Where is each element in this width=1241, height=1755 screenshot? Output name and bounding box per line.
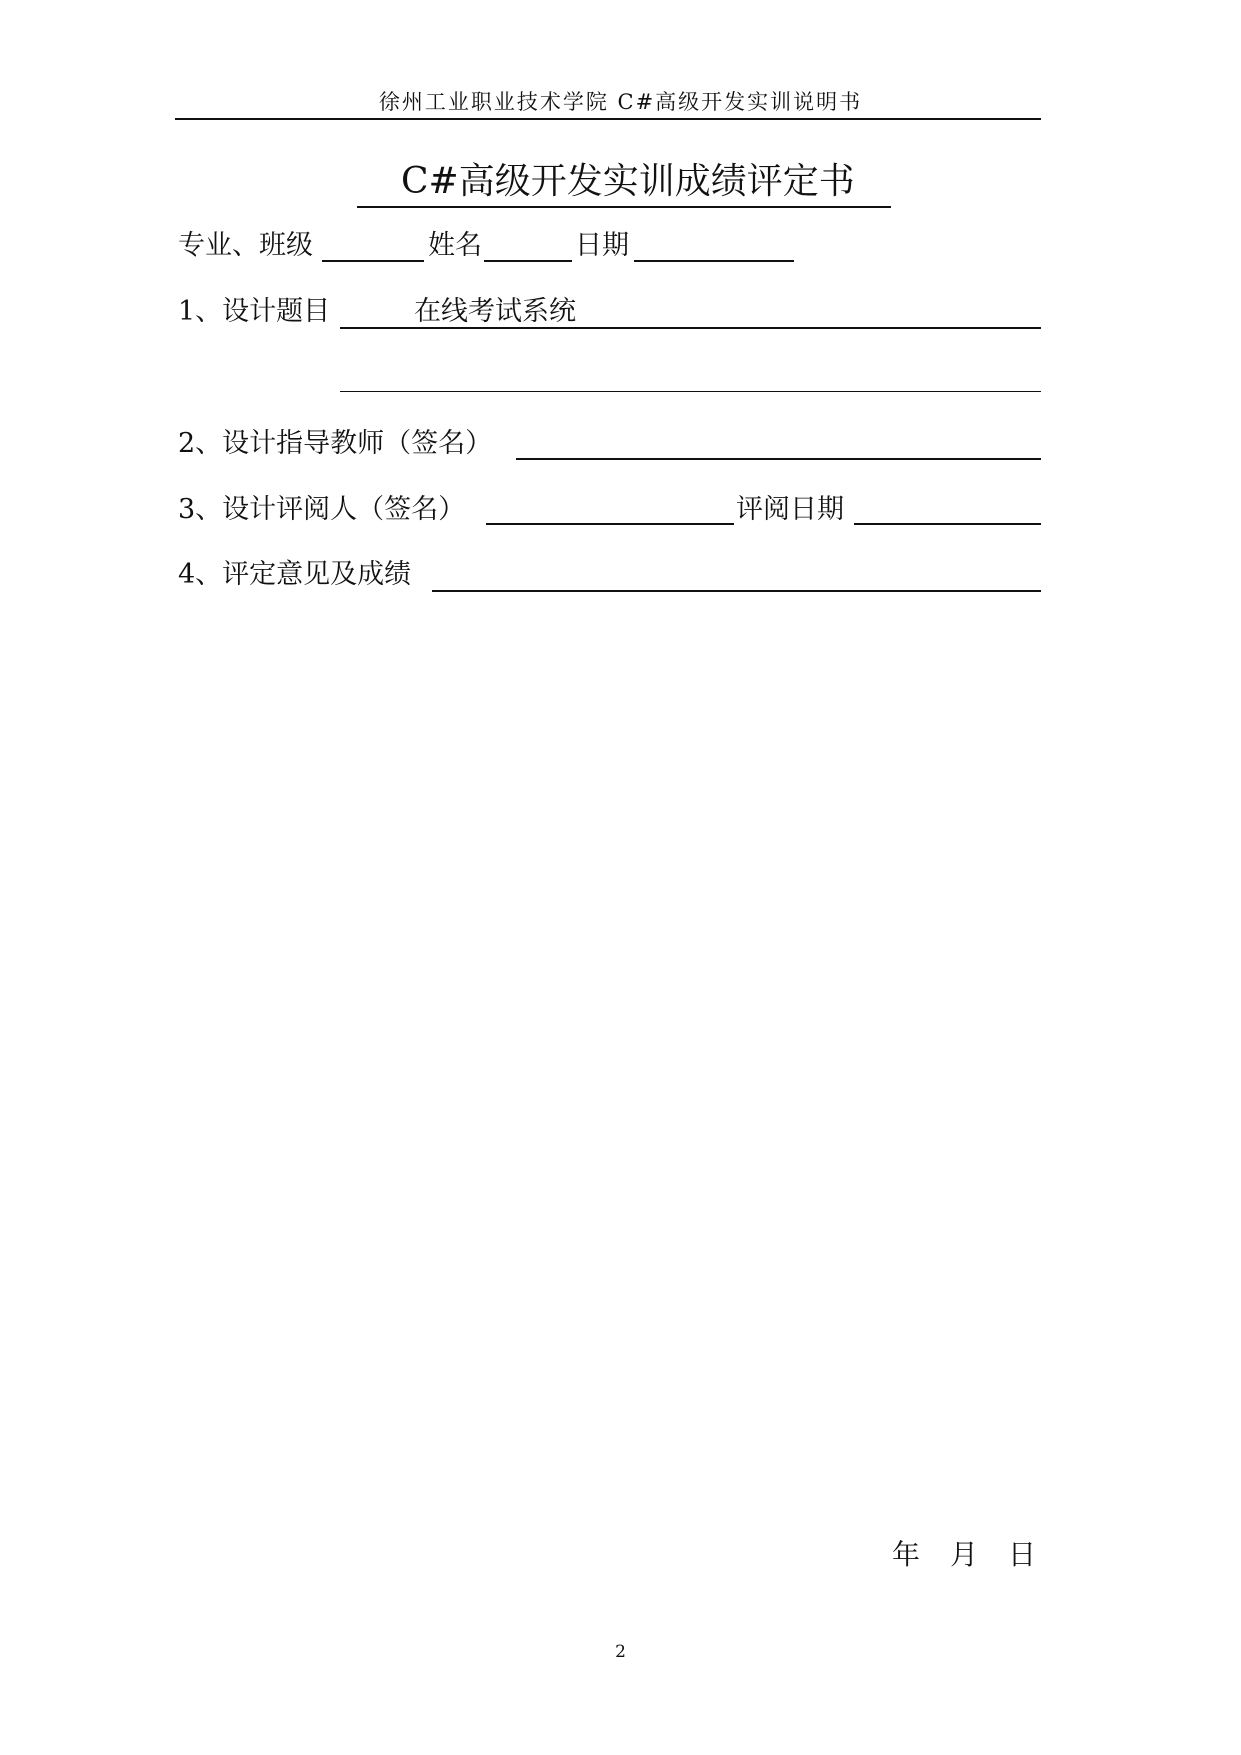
major-class-label: 专业、班级	[178, 230, 313, 261]
year-label: 年	[892, 1538, 921, 1571]
topic-blank-second-line[interactable]	[340, 391, 1041, 392]
evaluation-blank[interactable]	[432, 590, 1041, 592]
name-label: 姓名	[428, 230, 482, 261]
date-blank[interactable]	[634, 260, 794, 262]
date-label: 日期	[575, 230, 629, 261]
topic-blank[interactable]	[340, 327, 1041, 329]
evaluation-label: 4、评定意见及成绩	[178, 559, 412, 590]
major-class-blank[interactable]	[322, 260, 424, 262]
page-number: 2	[615, 1642, 626, 1662]
topic-label: 1、设计题目	[178, 296, 331, 327]
name-blank[interactable]	[484, 260, 572, 262]
month-label: 月	[950, 1538, 979, 1571]
review-date-label: 评阅日期	[736, 494, 844, 525]
running-header: 徐州工业职业技术学院 C#高级开发实训说明书	[378, 90, 863, 114]
topic-value: 在线考试系统	[414, 296, 576, 327]
advisor-signature-label: 2、设计指导教师（签名）	[178, 428, 493, 459]
day-label: 日	[1008, 1538, 1037, 1571]
reviewer-signature-blank[interactable]	[486, 523, 734, 525]
page-title: C#高级开发实训成绩评定书	[357, 158, 891, 208]
signature-date	[892, 1533, 1036, 1573]
header-divider	[175, 118, 1041, 120]
review-date-blank[interactable]	[854, 523, 1041, 525]
reviewer-signature-label: 3、设计评阅人（签名）	[178, 494, 466, 525]
advisor-signature-blank[interactable]	[516, 458, 1041, 460]
